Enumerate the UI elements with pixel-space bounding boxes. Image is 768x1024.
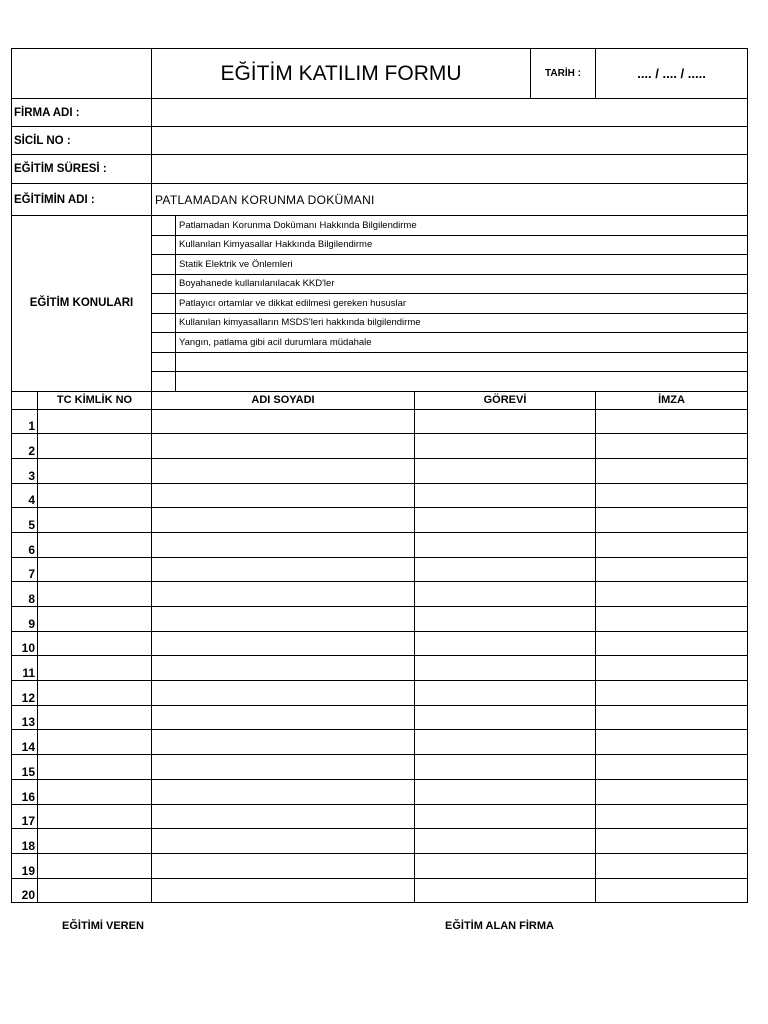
role-field[interactable] (415, 730, 596, 755)
row-number: 11 (12, 656, 38, 681)
date-field[interactable]: .... / .... / ..... (596, 49, 748, 99)
row-number: 12 (12, 681, 38, 706)
name-field[interactable] (152, 508, 415, 533)
tc-field[interactable] (38, 532, 152, 557)
tc-field[interactable] (38, 853, 152, 878)
role-field[interactable] (415, 804, 596, 829)
topic-checkbox[interactable] (152, 333, 176, 353)
topic-checkbox[interactable] (152, 274, 176, 294)
tc-field[interactable] (38, 409, 152, 434)
row-number: 1 (12, 409, 38, 434)
row-number: 2 (12, 434, 38, 459)
topic-item: Yangın, patlama gibi acil durumlara müdahale (176, 333, 748, 353)
role-field[interactable] (415, 532, 596, 557)
tc-field[interactable] (38, 434, 152, 459)
table-row (12, 582, 748, 607)
topic-checkbox[interactable] (152, 255, 176, 275)
signature-field[interactable] (596, 483, 748, 508)
table-row (12, 755, 748, 780)
table-row (12, 508, 748, 533)
role-field[interactable] (415, 607, 596, 632)
table-row (12, 804, 748, 829)
signature-field[interactable] (596, 582, 748, 607)
column-header-tc: TC KİMLİK NO (38, 391, 152, 409)
role-field[interactable] (415, 656, 596, 681)
role-field[interactable] (415, 681, 596, 706)
topic-item: Patlamadan Korunma Dokümanı Hakkında Bilgilendirme (176, 216, 748, 236)
tc-field[interactable] (38, 681, 152, 706)
row-number-header (12, 391, 38, 409)
role-field[interactable] (415, 458, 596, 483)
signature-field[interactable] (596, 656, 748, 681)
tc-field[interactable] (38, 631, 152, 656)
signature-field[interactable] (596, 508, 748, 533)
table-row (12, 483, 748, 508)
signature-field[interactable] (596, 458, 748, 483)
table-row (12, 409, 748, 434)
topic-checkbox[interactable] (152, 235, 176, 255)
table-row (12, 656, 748, 681)
name-field[interactable] (152, 829, 415, 854)
table-row (12, 434, 748, 459)
name-field[interactable] (152, 779, 415, 804)
row-number: 17 (12, 804, 38, 829)
topic-checkbox[interactable] (152, 216, 176, 236)
role-field[interactable] (415, 508, 596, 533)
name-field[interactable] (152, 434, 415, 459)
name-field[interactable] (152, 607, 415, 632)
row-number: 6 (12, 532, 38, 557)
topic-item: Boyahanede kullanılanılacak KKD'ler (176, 274, 748, 294)
duration-label: EĞİTİM SÜRESİ : (12, 155, 152, 184)
name-field[interactable] (152, 681, 415, 706)
role-field[interactable] (415, 409, 596, 434)
topic-checkbox[interactable] (152, 352, 176, 372)
row-number: 7 (12, 557, 38, 582)
topic-item (176, 352, 748, 372)
signature-field[interactable] (596, 779, 748, 804)
row-number: 5 (12, 508, 38, 533)
row-number: 15 (12, 755, 38, 780)
name-field[interactable] (152, 532, 415, 557)
table-row (12, 829, 748, 854)
tc-field[interactable] (38, 508, 152, 533)
name-field[interactable] (152, 730, 415, 755)
tc-field[interactable] (38, 755, 152, 780)
topic-checkbox[interactable] (152, 372, 176, 392)
row-number: 3 (12, 458, 38, 483)
role-field[interactable] (415, 582, 596, 607)
role-field[interactable] (415, 483, 596, 508)
signature-field[interactable] (596, 532, 748, 557)
topic-checkbox[interactable] (152, 294, 176, 314)
column-header-role: GÖREVİ (415, 391, 596, 409)
company-signature-label: EĞİTİM ALAN FİRMA (445, 920, 554, 932)
name-field[interactable] (152, 409, 415, 434)
signature-field[interactable] (596, 829, 748, 854)
tc-field[interactable] (38, 804, 152, 829)
role-field[interactable] (415, 853, 596, 878)
signature-field[interactable] (596, 607, 748, 632)
table-row (12, 458, 748, 483)
signature-field[interactable] (596, 409, 748, 434)
row-number: 18 (12, 829, 38, 854)
date-label: TARİH : (531, 49, 596, 99)
table-row (12, 557, 748, 582)
training-attendance-form (11, 48, 747, 903)
signature-field[interactable] (596, 853, 748, 878)
signature-field[interactable] (596, 631, 748, 656)
name-field[interactable] (152, 483, 415, 508)
training-name-value[interactable]: PATLAMADAN KORUNMA DOKÜMANI (152, 184, 748, 216)
column-header-signature: İMZA (596, 391, 748, 409)
table-row (12, 730, 748, 755)
name-field[interactable] (152, 557, 415, 582)
signature-field[interactable] (596, 705, 748, 730)
duration-field[interactable] (152, 155, 748, 184)
row-number: 14 (12, 730, 38, 755)
registry-label: SİCİL NO : (12, 127, 152, 155)
row-number: 20 (12, 878, 38, 903)
role-field[interactable] (415, 755, 596, 780)
trainer-signature-label: EĞİTİMİ VEREN (62, 920, 144, 932)
topic-item: Kullanılan Kimyasallar Hakkında Bilgilendirme (176, 235, 748, 255)
signature-field[interactable] (596, 730, 748, 755)
tc-field[interactable] (38, 705, 152, 730)
company-field[interactable] (152, 99, 748, 127)
column-header-name: ADI SOYADI (152, 391, 415, 409)
topics-label: EĞİTİM KONULARI (12, 216, 152, 392)
name-field[interactable] (152, 582, 415, 607)
name-field[interactable] (152, 631, 415, 656)
name-field[interactable] (152, 853, 415, 878)
topic-checkbox[interactable] (152, 313, 176, 333)
topic-item: Kullanılan kimyasalların MSDS'leri hakkında bilgilendirme (176, 313, 748, 333)
tc-field[interactable] (38, 779, 152, 804)
role-field[interactable] (415, 829, 596, 854)
role-field[interactable] (415, 878, 596, 903)
name-field[interactable] (152, 458, 415, 483)
role-field[interactable] (415, 705, 596, 730)
registry-field[interactable] (152, 127, 748, 155)
signature-field[interactable] (596, 878, 748, 903)
tc-field[interactable] (38, 607, 152, 632)
row-number: 8 (12, 582, 38, 607)
signature-field[interactable] (596, 755, 748, 780)
form-table (11, 48, 748, 903)
company-label: FİRMA ADI : (12, 99, 152, 127)
tc-field[interactable] (38, 458, 152, 483)
tc-field[interactable] (38, 557, 152, 582)
table-row (12, 779, 748, 804)
row-number: 4 (12, 483, 38, 508)
tc-field[interactable] (38, 829, 152, 854)
row-number: 10 (12, 631, 38, 656)
tc-field[interactable] (38, 582, 152, 607)
logo-cell (12, 49, 152, 99)
form-title: EĞİTİM KATILIM FORMU (152, 49, 531, 99)
tc-field[interactable] (38, 483, 152, 508)
topic-item (176, 372, 748, 392)
name-field[interactable] (152, 878, 415, 903)
table-row (12, 532, 748, 557)
name-field[interactable] (152, 755, 415, 780)
table-row (12, 705, 748, 730)
role-field[interactable] (415, 631, 596, 656)
row-number: 9 (12, 607, 38, 632)
signature-field[interactable] (596, 434, 748, 459)
row-number: 19 (12, 853, 38, 878)
tc-field[interactable] (38, 730, 152, 755)
name-field[interactable] (152, 804, 415, 829)
role-field[interactable] (415, 557, 596, 582)
signature-field[interactable] (596, 681, 748, 706)
table-row (12, 681, 748, 706)
table-row (12, 607, 748, 632)
table-row (12, 878, 748, 903)
role-field[interactable] (415, 779, 596, 804)
row-number: 13 (12, 705, 38, 730)
row-number: 16 (12, 779, 38, 804)
name-field[interactable] (152, 705, 415, 730)
table-row (12, 631, 748, 656)
role-field[interactable] (415, 434, 596, 459)
signature-field[interactable] (596, 804, 748, 829)
training-name-label: EĞİTİMİN ADI : (12, 184, 152, 216)
signature-field[interactable] (596, 557, 748, 582)
table-row (12, 853, 748, 878)
topic-item: Patlayıcı ortamlar ve dikkat edilmesi gereken hususlar (176, 294, 748, 314)
topic-item: Statik Elektrik ve Önlemleri (176, 255, 748, 275)
tc-field[interactable] (38, 656, 152, 681)
tc-field[interactable] (38, 878, 152, 903)
name-field[interactable] (152, 656, 415, 681)
